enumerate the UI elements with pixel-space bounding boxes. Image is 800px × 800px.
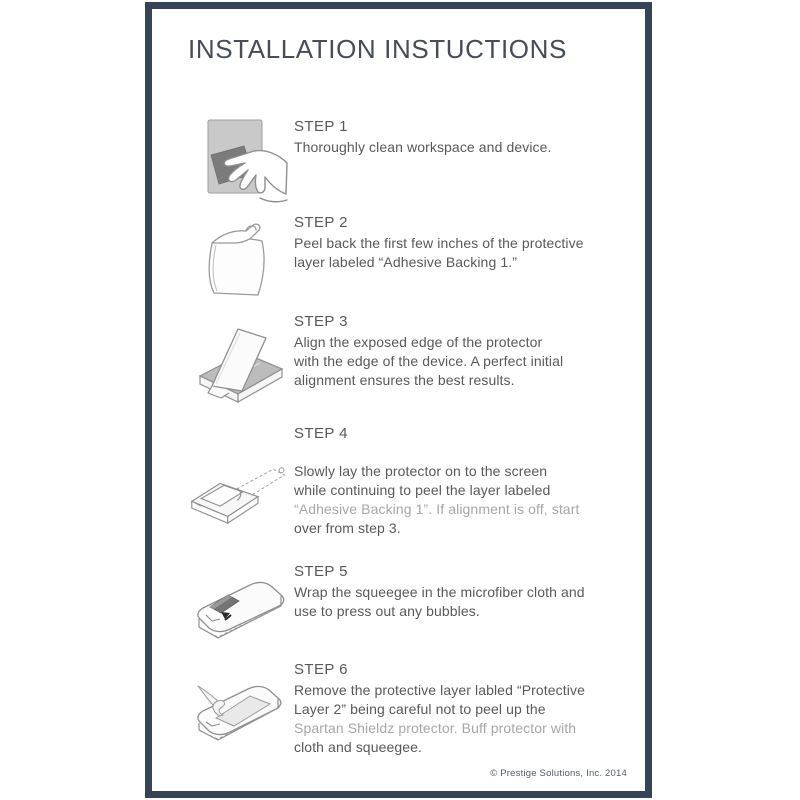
squeegee-cloth-icon	[188, 560, 292, 649]
step-line: Align the exposed edge of the protector	[294, 334, 543, 350]
peel-backing-icon	[188, 211, 292, 301]
step-line: while continuing to peel the layer labeled	[294, 482, 551, 498]
step-label: STEP 5	[294, 563, 348, 580]
step-line: Layer 2” being careful not to peel up the	[294, 701, 546, 717]
step-line: “Adhesive Backing 1”. If alignment is off, start	[294, 501, 580, 517]
step-line: alignment ensures the best results.	[294, 372, 515, 388]
step-row-4	[188, 422, 645, 538]
step-line: Spartan Shieldz protector. Buff protector with	[294, 720, 577, 736]
step-row-5	[188, 560, 645, 649]
step-line: with the edge of the device. A perfect initial	[294, 353, 564, 369]
remove-layer-icon	[188, 658, 292, 754]
step-row-2	[188, 211, 645, 301]
step-line: cloth and squeegee.	[294, 739, 423, 755]
step-text-1	[294, 115, 552, 157]
step-label: STEP 2	[294, 214, 348, 231]
step-text-4	[294, 422, 579, 538]
step-line: Peel back the first few inches of the protective	[294, 235, 584, 251]
step-line: Slowly lay the protector on to the screen	[294, 463, 548, 479]
step-row-3	[188, 310, 645, 408]
steps-list	[152, 115, 645, 757]
step-row-6	[188, 658, 645, 757]
page-title: INSTALLATION INSTUCTIONS	[188, 34, 567, 64]
step-line: Remove the protective layer labled “Protective	[294, 682, 585, 698]
step-text-6	[294, 658, 585, 757]
step-text-3	[294, 310, 563, 390]
step-line: Thoroughly clean workspace and device.	[294, 139, 552, 155]
step-label: STEP 6	[294, 661, 348, 678]
clean-device-icon	[188, 115, 292, 205]
step-label: STEP 3	[294, 313, 348, 330]
step-line: layer labeled “Adhesive Backing 1.”	[294, 254, 517, 270]
lay-protector-icon	[188, 422, 292, 528]
step-text-2	[294, 211, 584, 272]
step-line: Wrap the squeegee in the microfiber cloth and	[294, 584, 585, 600]
step-line: use to press out any bubbles.	[294, 603, 480, 619]
copyright-text: © Prestige Solutions, Inc. 2014	[490, 768, 627, 779]
instruction-sheet	[145, 2, 652, 798]
align-edge-icon	[188, 310, 292, 408]
step-label: STEP 1	[294, 118, 348, 135]
step-text-5	[294, 560, 585, 621]
step-row-1	[188, 115, 645, 205]
step-label: STEP 4	[294, 425, 348, 442]
step-line: over from step 3.	[294, 520, 401, 536]
